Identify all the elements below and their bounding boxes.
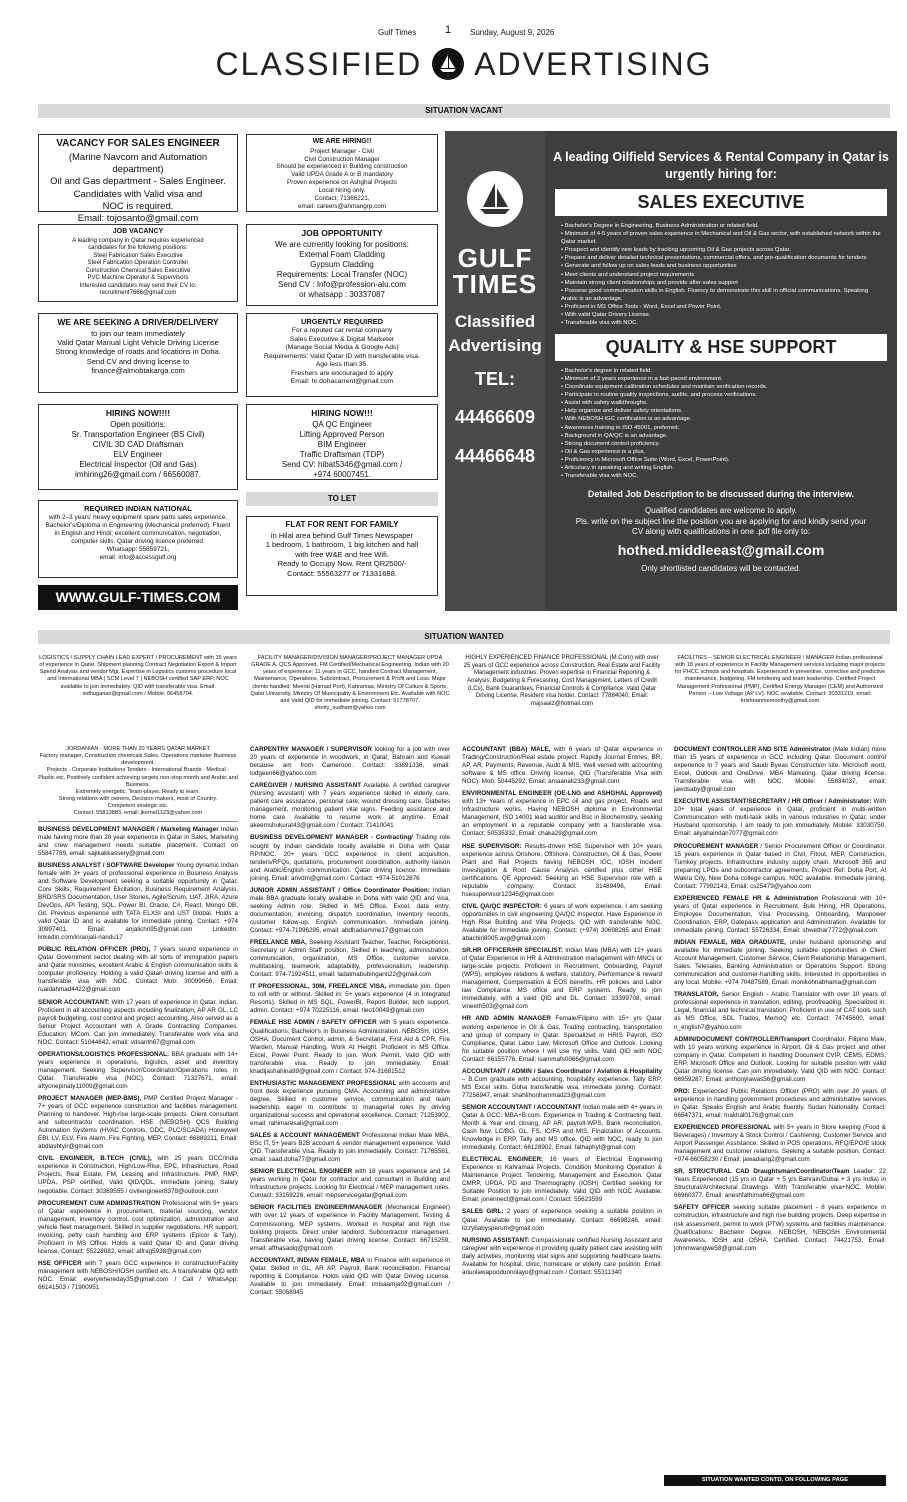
website-banner: WWW.GULF-TIMES.COM — [38, 585, 238, 610]
classified-listing — [38, 1155, 238, 1195]
listing-text: Professional with 9+ years of Qatar experience in procurement, material sourcing, vendor management, inventory control, cost optimization, administration and vehicle fleet management. Skilled in supplier negotiations, HR support, invoicing, petty cash handling and ERP systems (Epicor & Tally). Proficient in MS Office. Holds a valid Qatar ID and Qatar driving license. Contact: 55228082, email: alfrag5938@gmail.com — [38, 1199, 238, 1255]
ad-body: in Hilal area behind Gulf Times Newspaper 1 bedroom, 1 bathroom, 1 big kitchen and hall with free W&E and free Wifi. Ready to Occupy Now. Rent QR2500/- Contact: 55563277 or 71331688. — [265, 531, 419, 578]
classified-listing — [462, 746, 662, 786]
listing-text: Results-driven HSE Supervisor with 10+ years experience across Onshore, Offshore, Construction, Oil & Gas, Power Plant and Rail Projects having NEBOSH IGC, IOSH Incident Investigation & Root Cause Analysis certified plus other HSE certifications. QE Approved. Seeking an HSE Supervisor role with a reputable company. Contact: 31489496, Email: hsesupervisor12345@gmail.com — [462, 842, 662, 898]
listing-text: – B.Com graduate with accounting, hospitality experience. Tally ERP, MS Excel skills. Doha transferable visa, immediate joining. Contact: 77256947, email: shahiihonhammad23@gmail.com — [462, 1075, 662, 1099]
requirement-item: • Bachelor's degree in related field. — [561, 367, 881, 375]
requirement-item: • Background in QA/QC is an advantage. — [561, 432, 881, 440]
footer-interview: Detailed Job Description to be discussed during the interview. — [587, 488, 855, 499]
requirement-item: • Prospect and identify new leads by tracking upcoming Oil & Gas projects across Qatar. — [561, 246, 881, 254]
requirement-item: • Assist with safety walkthroughs. — [561, 399, 881, 407]
gt-tel-label: TEL: — [475, 369, 515, 390]
listing-text: BBA graduate with 14+ years experience in operations, logistics, asset and inventory management. Seeking Supervisor/Coordinator/Operations roles in Qatar. Transferable visa (NOC). Contact: 71327671, email: aftyonepinaty11009@gmail.com — [38, 1050, 238, 1090]
classified-listing — [250, 1204, 450, 1252]
listing-title: PROCUREMENT MANAGER — [674, 842, 759, 850]
listing-title: PUBLIC RELATION OFFICER (PRO), — [38, 946, 151, 954]
classified-listing — [462, 947, 662, 1011]
ad-heading: WE ARE SEEKING A DRIVER/DELIVERY — [57, 317, 219, 327]
listing-text: / Senior Procurement Officer or Coordinator. 15 years experience in Qatar based in Civil, Fitout, MEP, Construction, Turnkey projects. Infrastructure industry supply chain. Microsoft 365 and preparing LPOs and subcontractor agreements. Project Ref: Doha Port, Al Wakra City, New Doha college campus. NOC available. Immediate joining. Contact: 77992143, Email: cs25479@yahoo.com — [674, 842, 887, 890]
classified-listing — [674, 1168, 886, 1200]
listing-title: SENIOR ELECTRICAL ENGINEER — [250, 1168, 353, 1176]
classified-listing — [38, 862, 238, 942]
requirement-item: • Transferable visa with NOC. — [561, 472, 881, 480]
classified-listing — [462, 1208, 662, 1232]
classified-listing — [250, 1019, 450, 1075]
classified-listing — [462, 1068, 662, 1100]
ad-sales-engineer — [38, 134, 238, 225]
classified-listing — [674, 1088, 886, 1120]
classified-listing — [38, 946, 238, 994]
requirement-item: • Minimum of 4-5 years of proven sales experience in Mechanical and Oil & Gas sector, with established network within the Qatar market. — [561, 230, 881, 246]
wanted-jordanian: JORDANIAN - MORE THAN 20 YEARS QATAR MARKET Factory manager, Construction chemicals Sales. Operations marketer Business development. Projects - Corporate Institutions Tenders - International Brands - Medical - Plastic etc. Positively confident achieving targets non-stop month and Arabic and Business. Extremely energetic. Team-player. Ready to learn. Strong relations with owners, Decision makers, most of Country. Competent strategic etc. Contact: 55813883, email: jkernel1123@yahoo.com — [38, 746, 238, 822]
wanted-column-1 — [38, 746, 238, 1491]
listing-text: with 5 years experience. Qualifications: Bachelor's in Business Administration. NEBOSH, IOSH, OSHA. Document Control, admin. & Secretarial, First Aid & CPR, Fire Warden, Manual Handling, Work At Height. Proficient in MS Office. Excel, Power Point. Ready to join. Work Permit, Valid QID with transferable visa. Ready to join immediately. Email: khadijashahina99@gmail.com / Contact: 974-31681512 — [250, 1019, 450, 1075]
continued-note: SITUATION WANTED CONTD. ON FOLLOWING PAGE — [664, 1475, 886, 1486]
ad-driver-delivery — [38, 313, 238, 393]
classified-listing — [250, 834, 450, 882]
listing-title: SR.HR OFFICER/HR SPECIALIST: — [462, 947, 563, 955]
classified-listing — [674, 843, 886, 891]
ad-heading: JOB VACANCY — [112, 228, 164, 235]
requirement-item: • Transferable visa with NOC. — [561, 319, 881, 327]
listing-text: Indian male with 4+ years in Qatar & GCC. MBA+B.com. Experience in Trading & Contracting field, Month & Year end closing, AP AR, payroll-WPS, Bank reconciliation, Cash flow, LC/BG, GL, FS, IC/FA and MIS. Finalization of Accounts. Knowledge in ERP, Tally and MS office. QID with NOC, ready to join immediately. Contact: 66128902, Email: fathaphyl@gmail.com — [462, 1103, 663, 1152]
requirement-item: • Prepare and deliver detailed technical presentations, commercial offers, and pre-qualification documents for tenders — [561, 254, 881, 262]
ad-body: We are currently looking for positions: External Foam Cladding Gypsum Cladding Requirements: Local Transfer (NOC) Send CV : Info@profession-alu.com or whatsapp : 30337087 — [275, 239, 409, 299]
classified-listing — [38, 1051, 238, 1091]
listing-title: BUSINESS DEVELOPMENT MANAGER - Contracting/ — [250, 834, 413, 842]
classified-listing — [674, 1036, 886, 1084]
listing-title: SALES GIRL: — [462, 1208, 504, 1216]
listing-title: FREELANCE MBA, — [250, 939, 307, 947]
sailboat-icon — [467, 171, 523, 227]
requirement-item: • Generate and follow up on sales leads and business opportunities — [561, 262, 881, 270]
ad-hiring-now-1 — [38, 404, 238, 490]
listing-title: PRO: — [674, 1087, 690, 1095]
ad-body: to join our team immediately Valid Qatar Manual Light Vehicle Driving License Strong knowledge of roads and locations in Doha. Send CV and driving license to finance@almobtakarga.com — [55, 328, 221, 376]
listing-text: With 10+ total years of experience in Qatar, proficient in multi-written Communication with multi-task skills in various industries in Qatar, under Husband sponsorship. I am ready to join immediately. Mobile: 33030750, Email: aliyahaindan7077@gmail.com — [674, 798, 886, 838]
listing-title: SENIOR ACCOUNTANT: — [38, 998, 110, 1006]
requirement-item: • Coordinate equipment calibration schedules and maintain verification records. — [561, 383, 881, 391]
wanted-box-4: FACILITIES – SENIOR ELECTRICAL ENGINEER / MANAGER Indian professional with 18 years of experience in Facility Management services including major projects for PHCC schools and hospitals. Experienced in preventive, corrective and predictive maintenance, budgeting, FM tendering and team leadership. Certified Project Management Professional (PMP), Certified Energy Manager (CEM) and Authorized Person – Low Voltage (AP LV). NOC available. Contact: 30331219, email: krishnanmemoothy@gmail.com — [674, 655, 886, 704]
requirement-item: • With valid Qatar Drivers License. — [561, 311, 881, 319]
listing-title: CIVIL QA/QC INSPECTOR: — [462, 902, 542, 910]
ad-heading: WE ARE HIRING!! — [312, 138, 372, 145]
ad-indian-national — [38, 500, 238, 578]
footer-apply: Qualified candidates are welcome to apply. — [645, 506, 797, 516]
requirement-item: • With NEBOSH IGC certification is an advantage. — [561, 415, 881, 423]
requirement-item: • Proficiency in Microsoft Office Suite (Word, Excel, PowerPoint). — [561, 456, 881, 464]
classified-listing — [462, 1237, 662, 1277]
listing-text: Indian Male (MBA) with 12+ years of Qatar Experience in HR & Administration management with MNCs or large-scale projects. Proficient in Recruitment, Onboarding, Payroll (WPS), employee relations & welfare, statutory, Performance & reward management, Compensation & EOS benefits, HR policies and Labor law Compliance. MS office and ERP systems. Ready to join immediately, with a valid QID and DL. Contact: 33399708, email: vineeth503@gmail.com — [462, 947, 663, 1011]
ad-we-are-hiring — [246, 134, 438, 212]
wanted-box-3: HIGHLY EXPERIENCED FINANCE PROFESSIONAL (M.Com) with over 25 years of GCC experience across Construction, Real Estate and Facility Management industries. Proven expertise in Financial Reporting & Analysis, Budgeting & Forecasting, Cost Management, Letters of Credit (LCs), Bank Guarantees, Financial Controls & Compliance. Valid Qatar Driving License. Resident visa holder. Contact: 77884040, Email: majsaalz@hotmail.com — [463, 655, 661, 708]
listing-title: PROJECT MANAGER (MEP-BMS), — [38, 1095, 142, 1103]
classified-listing — [462, 1156, 662, 1204]
classified-listing — [462, 903, 662, 943]
listing-title: HSE OFFICER — [38, 1259, 82, 1267]
listing-text: 16 years of Electrical Engineering Experience in Kahramaa Projects. Condition Monitoring Operation & Maintenance Project. Tendering, Management and Execution. Qatar CMRP, UPDA, PD and Thermography (IOSH) Certified seeking for Suitable Position to join immediately. Valid QID with NOC Available. Email: jonennect@gmail.com / Contact: 55623599 — [462, 1156, 662, 1204]
listing-text: looking for a job with over 20 years of experience in woodwork, in Qatar, Bahrain and Kuwait because am from Cameroon. Contact: 33891336, email: lodgeen66@yahoo.com — [250, 746, 451, 778]
ad-heading: VACANCY FOR SALES ENGINEER — [56, 138, 220, 149]
requirement-item: • Proficient in MS Office Tools - Word, Excel and Power Point. — [561, 303, 881, 311]
requirement-item: • Maintain strong client relationships and provide after-sales support — [561, 279, 881, 287]
listing-title: INDIAN FEMALE, MBA GRADUATE, — [674, 939, 786, 947]
ad-body: For a reputed car rental company Sales Executive & Digital Marketer (Manage Social Media & Google Ads) Requirements: Valid Qatar ID with transferable visa. Age less than 35. Freshers are encouraged to apply Email: hr.dohacarrent@gmail.com — [264, 327, 420, 386]
classified-listing — [674, 991, 886, 1031]
requirement-item: • Strong document control proficiency. — [561, 440, 881, 448]
section-header-vacant: SITUATION VACANT — [38, 104, 890, 118]
requirement-item: • Participate in routine quality inspections, audits, and process verifications. — [561, 391, 881, 399]
requirement-item: • Articulacy in speaking and writing English. — [561, 464, 881, 472]
listing-title: SAFETY OFFICER — [674, 1204, 730, 1212]
ad-heading: REQUIRED INDIAN NATIONAL — [84, 504, 192, 513]
listing-title: ACCOUNTANT / ADMIN / Sales Coordinator / Aviation & Hospitality — [462, 1067, 662, 1075]
classified-listing — [674, 798, 886, 838]
listing-text: (Male Indian) more than 15 years of experience in GCC including Qatar. Document control experience in 7 years and Saudi Byeas Construction site. Microsoft word, Excel, Outlook and OneDrive. MBA Marketing. Qatar driving license. Transferable visa with NOC. Mobile: 55634037, email: jawdsaby@gmail.com — [674, 746, 886, 794]
gt-phone1: 44466609 — [454, 407, 536, 428]
listing-text: with 6 years of Qatar experience in Trading/Construction/Real estate project. Rapidly Journal Entries, BR, AP, AR, Payments, Revenue, Audit & MIS. Well versed with accounting software & MS office. Driving license, QID (Transferable Visa with NOC). Mob: 50445292, Email: amaanali233@gmail.com — [462, 746, 662, 786]
listing-title: ADMIN/DOCUMENT CONTROLLER/Transport — [674, 1035, 810, 1043]
listing-title: ELECTRICAL ENGINEER: — [462, 1156, 544, 1164]
listing-title: BUSINESS DEVELOPMENT MANAGER / Marketing Manager — [38, 825, 219, 833]
requirement-item: • Bachelor's Degree in Engineering, Business Administration or related field. — [561, 222, 881, 230]
listing-title: EXPERIENCED PROFESSIONAL — [674, 1124, 772, 1132]
classified-listing — [250, 1132, 450, 1164]
listing-text: Indian male having more than 20 year experience in Qatar in Sales, Marketing and crew management needs suitable placement. Contact on 55847789, email: sajikakkassery@gmail.com — [38, 825, 239, 857]
listing-title: ENVIRONMENTAL ENGINEER (OE-LNG and ASHGHAL Approved) — [462, 790, 662, 798]
classified-listing — [38, 1200, 238, 1256]
classified-listing — [250, 1080, 450, 1128]
classified-listing — [38, 999, 238, 1047]
ad-heading: HIRING NOW!!! — [311, 408, 373, 418]
listing-text: with 13+ Years of experience in EPC oil and gas project, Roads and Infrastructure works. Having NEBOSH diploma in Environmental Management, ISO 14001 lead auditor and Bsc in Biochemistry, seeking an employment in a reputable company with a transferable visa. Contact: 50535332, Email: chaka29@gmail.com — [462, 798, 662, 838]
requirement-item: • Oil & Gas experience is a plus. — [561, 448, 881, 456]
wanted-box-1: LOGISTICS / SUPPLY CHAIN LEAD EXPERT / PROCUREMENT with 15 years of experience in Qatar. Shipment planning Contract Negotiation Export & Import Spend Analysis and vendor Mgr. Expertise in Logistics customs procedure local and International MBA | SCM Level 7 | NEBOSH certified SAP ERP. NOC available to join immediately. QID with transferable visa. Email: sidhugarian@gmail.com / Mobile: 66458704. — [39, 655, 237, 697]
listing-title: NURSING ASSISTANT: — [462, 1236, 530, 1244]
masthead-right: ADVERTISING — [474, 45, 713, 82]
ad-body: A leading company in Qatar requires experienced candidates for the following positions: Steel Fabrication Sales Executive Steel Fabrication Operation Controller Construction Chemical Sales Executive PVC Machine Operator & Supervisors Interested candidates may send their CV to: recruitment7666@gmail.com — [72, 237, 204, 297]
classified-listing — [38, 826, 238, 858]
classified-listing — [250, 782, 450, 830]
listing-text: Indian male BBA graduate locally available in Doha with valid QID and visa, seeking Admin role. Skilled in MS Office, Excel, data entry, documentation, invoicing, dispatch coordination, inventory records, customer follow-up. English communication. Immediate joining. Contact: +974-71996295, email: abdhadiamme17@gmail.com — [250, 886, 451, 934]
classified-listing — [250, 939, 450, 979]
listing-title: HSE SUPERVISOR: — [462, 842, 522, 850]
classified-listing — [674, 939, 886, 987]
listing-text: seeking suitable placement - 8 years experience in construction, infrastructure and high rise building projects. Deep expertise in risk assessment, permit to work (PTW) systems and facilities maintenance. Qualifications: Bachelor Degree, NEBOSH, NEBOSH Environmental Awareness, IOSH and OSHA. Certified. Contact: 74421753, Email: johnmwangwe58@gmail.com — [674, 1204, 886, 1252]
ad-body: Project Manager - Civil Civil Construction Manager Should be experienced in Building construction Valid UPDA Grade A or B mandatory Proven experience on Ashghal Projects Local hiring only. Contact: 71366221, email: careers@ahmangrp.com — [276, 147, 408, 210]
listing-text: (Mechanical Engineer) with over 12 years of experience in Facility Management, Testing & Commissioning, MEP systems. Worked in hospital and high rise building projects. Direct under landlord. Subcontractor management. Transferable visa, having Qatari driving license. Contact: 66715259, email: afthasadiq@gmail.com — [250, 1204, 450, 1252]
listing-text: under husband sponsorship and available for immediate joining. Seeking suitable opportunities in Client Account Management, Customer Service, Client Relationship Management, Sales. Telesales, Banking Administration or Operations Support. Strong communication and customer-handling skills. Interested in opportunities in any local. Mobile: +974 70487589, Email: monikohnabhama@gmail.com — [674, 939, 886, 987]
gt-line1: GULF — [457, 243, 533, 273]
ad-job-vacancy — [38, 224, 238, 302]
listing-title: CARPENTRY MANAGER / SUPERVISOR — [250, 746, 372, 753]
listing-text: Young dynamic Indian female with 3+ years of professional experience in Business Analysis and Software Development seeking a suitable opportunity in Qatar. Core Skills: Requirement Elicitation, Business Requirement Analysis, BRD/SRS Documentation, User Stories, Agile/Scrum, UAT, JIRA, Azure DevOps, API Testing, SQL, Power BI, Oracle, C#, React, Mongo DB, Git. Previous experience with TATA ELXSI and UST Global. Holds a valid Qatar ID and is available for immediate joining. Contact: +974 30997401, Email: anjalichri95@gmail.com LinkedIn: linkedin.com/in/anjali-nandu17 — [38, 861, 239, 942]
requirement-item: • Meet clients and understand project requirements — [561, 271, 881, 279]
wanted-column-2 — [250, 746, 450, 1491]
listing-text: with 7 years GCC experience in construction/Facility management with NEBOSH/IOSH certified etc. A transferable QID with NOC. Email: everywhereday35@gmail.com / Call / WhatsApp: 66141503 / 71900951 — [38, 1259, 238, 1292]
classified-listing — [462, 1015, 662, 1063]
wanted-box-2: FACILITY MANAGER/DIVISION MANAGER/PROJECT MANAGER UPDA GRADE A, QCS Approved, FM Certified/Mechanical Engineering. Indian with 20 years of experience; 11 years in GCC, handled Contract Management, Maintenance, Operations, Subcontract, Procurement & Profit and Loss. Major clients handled: Meeral (Hamad Port), Kahramaa, Ministry Of Culture & Sports, Qatar University, Ministry Of Municipality & Environment Etc. Available with NOC and Valid QID for immediate joining. Contact: 51778707, shetty_sudham@yahoo.com — [250, 655, 450, 712]
role1-title: SALES EXECUTIVE — [555, 189, 887, 216]
listing-title: EXPERIENCED FEMALE HR & Administration — [674, 894, 819, 902]
listing-text: Coordinator. Filipino Male, with 10 years working experience in Airport, Oil & Gas project and other company in Qatar. Competent in handling Document CVIP, CEMS, EDMS, ERP, Microsoft Office and Outlook. Looking for suitable position with valid Qatar driving license. Can join immediately. Valid QID with NOC. Contact: 66959287, Email: anthonylawas56@gmail.com — [674, 1035, 886, 1083]
role1-requirements — [545, 222, 897, 328]
listing-text: Experienced Public Relations Officer (PRO) with over 20 years of experience in handling government procedures and administrative services in Qatar. Speaks English and Arabic fluently. Sudan Nationality. Contact: 66547371, email: Inakhal0176@gmail.com — [674, 1087, 886, 1119]
job-intro: A leading Oilfield Services & Rental Company in Qatar is urgently hiring for: — [553, 150, 889, 181]
listing-title: SR. STRUCTURAL CAD Draughtsman/Coordinator/Team — [674, 1168, 850, 1176]
gt-phone2: 44466648 — [454, 445, 536, 466]
listing-title: IT PROFESSIONAL, 30M, FREELANCE VISA, — [250, 983, 387, 991]
ad-heading: JOB OPPORTUNITY — [301, 228, 383, 238]
listing-title: EXECUTIVE ASSISTANT/SECRETARY / HR Officer / Administrator: — [674, 798, 872, 806]
requirement-item: • Possess good communication skills in English. Fluency to demonstrate this skill in official communications. Speaking Arabic is an advantage. — [561, 287, 881, 303]
ad-heading: FLAT FOR RENT FOR FAMILY — [285, 520, 399, 529]
classified-listing — [462, 843, 662, 899]
listing-title: HR AND ADMIN MANAGER — [462, 1015, 551, 1023]
classified-listing — [250, 1168, 450, 1200]
gt-line4: Advertising — [448, 336, 542, 356]
listing-text: in Finance with experience in Qatar. Skilled in GL, AR AP, Payroll, Bank reconciliation, Financial reporting & Compliance. Holds valid QID with Qatar Driving License. Available to join immediately. Email: imisaamja02@gmail.com / Contact: 55058945 — [250, 1256, 450, 1296]
listing-title: CIVIL ENGINEER, B.TECH (CIVIL), — [38, 1155, 152, 1163]
classified-listing — [250, 746, 450, 778]
ad-body: Open positions: Sr. Transportation Engineer (BS Civil) CIVIL 3D CAD Draftsman ELV Engineer Electrical Inspector (Oil and Gas) imhiring26@gmail.com / 66560087. — [71, 419, 205, 479]
listing-title: OPERATIONS/LOGISTICS PROFESSIONAL: — [38, 1050, 170, 1058]
requirement-item: • Help organize and deliver safety orientations. — [561, 407, 881, 415]
listing-text: 2 years of experience seeking a suitable position in Qatar. Available to join immediately. Contact: 66698246, email: lizzybabysperum@gmail.com — [462, 1208, 663, 1232]
gulf-times-panel — [445, 131, 545, 611]
job-email-link[interactable]: hothed.middleeast@gmail.com — [617, 542, 825, 559]
sailboat-logo-icon — [432, 48, 464, 80]
listing-text: with 18 years experience and 14 years working in Qatar for contractor and consultant in Building and Infrastructure projects. Looking for Electrical / MEP management roles. Contact: 33159226, email: mepservicegatar@gmail.com — [250, 1168, 451, 1200]
listing-text: Trading role sought by Indian candidate locally available in Doha with Qatar RP/NOC. 20+ years GCC experience in client acquisition, tenders/RFQs, quotations, procurement coordination, authority liaison and Arabic/English communication. Qatar driving licence. Immediate joining. Email: anvdm@gmail.com / Contact: +974-51012876 — [250, 834, 450, 882]
listing-title: SENIOR ACCOUNTANT / ACCOUNTANT — [462, 1103, 582, 1111]
gt-line2: TIMES — [452, 269, 538, 299]
classified-listing — [674, 746, 886, 794]
wanted-column-3 — [462, 746, 662, 1491]
ad-body: (Marine Navcom and Automation department) Oil and Gas department - Sales Engineer. Candidates with Valid visa and NOC is required. Email: tojosanto@gmail.com — [50, 151, 226, 225]
listing-text: Leader: 22 Years Experienced (15 yrs in Qatar + 5 yrs Bahrain/Dubai + 3 yrs India) in Structural/Architectural Drawings. With Transferable visa+NOC. Mobile: 66960377, Email: aneshfathima66@gmail.com — [674, 1168, 886, 1200]
listing-text: Professional with 10+ years of Qatar experience in Recruitment, Bulk Hiring, HR Operations, Employee Documentation, Visa Processing, Onboarding, Manpower Coordination, ERP, Gatepass application and Administration. Available for immediate joining. Contact: 55726334, Email: shwethar7772@gmail.com — [674, 894, 887, 934]
classified-listing — [38, 1095, 238, 1151]
ad-flat-for-rent — [246, 516, 438, 596]
requirement-item: • Awareness training in ISO 45001, preferred. — [561, 424, 881, 432]
listing-title: ACCOUNTANT (BBA) MALE, — [462, 746, 551, 753]
listing-title: BUSINESS ANALYST / SOFTWARE Developer — [38, 861, 175, 869]
role2-requirements — [545, 367, 897, 481]
classified-listing — [674, 1124, 886, 1164]
listing-text: Available. A certified caregiver (Nursing assistant) with 7 years experience skilled in elderly care, patient care assistance, personal care, wound dressing care, Diabetes management, monitoring patient vital signs. Feeding assistance and home care. Available to resume work at anytime. Email: akeemshukurat43@gmail.com / Contact: 71410041 — [250, 782, 450, 830]
listing-text: With 17 years of experience in Qatar. Indian. Proficient in all accounting aspects including finalization, AP AR GL, LC payroll budgeting, cost control and project accounting. Also served as a Senior Project Accountant with A Grade Contracting Companies. Education: MCom. Can join immediately. Transferable work visa and NOC. Contact: 51044642, email: vdsanth67@gmail.com — [38, 998, 239, 1046]
listing-title: PROCUREMENT CUM ADMINISTRATION — [38, 1199, 161, 1207]
requirement-item: • Minimum of 3 years experience in a fast-paced environment. — [561, 375, 881, 383]
listing-title: CAREGIVER / NURSING ASSISTANT — [250, 782, 362, 790]
classified-listing — [250, 887, 450, 935]
classified-listing — [250, 983, 450, 1015]
listing-text: with accounts and front desk experience pursuing CMA. Accounting and administrative degree. Skilled in customer service, communication and team leadership, eager to contribute to managerial roles by driving organizational success and operational excellence. Contact: 71253902, email: rahimaresali@gmail.com — [250, 1079, 450, 1128]
classified-listing — [462, 1104, 662, 1152]
wanted-column-4 — [674, 746, 886, 1471]
ad-body: QA QC Engineer Lifting Approved Person BIM Engineer Traffic Draftsman (TDP) Send CV: hibat5346@gmail.com / +974 60007451. — [281, 419, 403, 479]
listing-title: SENIOR FACILITIES ENGINEER/MANAGER — [250, 1204, 382, 1212]
issue-date: Sunday, August 9, 2026 — [470, 28, 555, 37]
to-let-header: TO LET — [246, 492, 438, 506]
listing-text: with 25 years GCC/India experience in Construction, High/Low-Rise, EPC, Infrastructure, Road Projects, Real Estate, FM, Leasing and Infrastructure. PMP, RMP, UPDA, PSP certified, Valid QID/QDL, immediate joining, Salary negotiable. Contact: 30369555 / civilengineer8378@outlook.com — [38, 1155, 238, 1195]
ad-job-opportunity — [246, 224, 438, 306]
ad-heading: HIRING NOW!!!! — [105, 408, 171, 418]
ad-heading: URGENTLY REQUIRED — [300, 317, 384, 326]
listing-text: immediate join. Open to roll with or without. Skilled in: 5+ years experience (4 in Integrated Resorts). Skilled in MS SQL, PowerBI, Report Builder, tech support, admin. Contact: +974 70225116, email: rleo10049@gmail.com — [250, 983, 450, 1015]
listing-text: Seeking Assistant Teacher, Teacher, Receptionist, Secretary or Admin Staff position, Skilled in teaching, administration, communication, organization, MS Office, customer service, multitasking, teamwork, adaptability, professionalism, leadership. Contact: 974-71924511, email: ladatmabubinganti22@gmail.com — [250, 939, 450, 979]
listing-text: 7 years sound experience in Qatar Government sector dealing with all sorts of immigration papers and Qatar ministries, excellent Arabic & English communication skills & computer proficiency. Holding a valid Qatari driving license and with a transferable visa with NOC. Contact Mob: 30099066, Email: ruaidahmad4422@gmail.com — [38, 946, 239, 994]
listing-title: FEMALE HSE ADMIN / SAFETY OFFICER — [250, 1019, 377, 1027]
ad-body: with 2–3 years' heavy equipment spare parts sales experience. Bachelor's/Diploma in Engineering (Mechanical preferred). Fluent in English and Hindi; excellent communication, negotiation, computer skills. Qatar driving licence preferred. Whatsapp: 55659721, email: info@accessgulf.org — [45, 514, 231, 562]
listing-text: Compassionate certified Nursing Assistant and caregiver with experience in providing quality patient care assisting with daily activities, monitoring vital signs and supporting healthcare teams. Available for hospital, clinic, homecare or elderly care position. Email: anuolawapoodunnolayo@gmail.com / Contact: 55311340 — [462, 1236, 663, 1276]
listing-text: with 5+ years in Store keeping (Food & Beverages) / Inventory & Stock Control / Cashiering, Customer Service and Airport Passenger Assistance. Skilled in POS operations, RFQ/EPO/E stock management and customer relations. Seeking a suitable position. Contact: +974-66058230 / Email: jawadiang2@gmail.com — [674, 1124, 886, 1164]
listing-text: Female/Filipino with 15+ yrs Qatar working experience in Oil & Gas, Trading contracting, transportation and group of company in Qatar. Specialized in HRIS Payroll, ISO Compliance, Qatar Labor Law, Microsoft Office and Outlook. Looking for suitable position where I will use my skills. Valid QID with NOC Contact: 66155776, Email: isammafs0066@gmail.com — [462, 1015, 662, 1063]
listing-title: ENTHUSIASTIC MANAGEMENT PROFESSIONAL — [250, 1079, 397, 1087]
oilfield-job-ad — [545, 131, 897, 611]
footer-instructions: Pls. write on the subject line the position you are applying for and kindly send your CV along with qualifications in one .pdf file only to: — [575, 516, 867, 537]
classified-listing — [38, 1260, 238, 1292]
gt-line3: Classified — [454, 312, 536, 331]
listing-text: 6 years of work experience. I am seeking opportunities in civil engineering QA/QC Inspector. Have Experience in High Rise Building and Villa Projects. QID with transferable NOC. Available for immediate joining. Contact: (+974) 30698285 and Email: abachiri8005.avg@gmail.com — [462, 902, 662, 943]
classified-listing — [674, 1204, 886, 1252]
classified-listing — [674, 895, 886, 935]
classified-listing — [250, 1257, 450, 1297]
masthead-left: CLASSIFIED — [215, 45, 423, 82]
listing-title: JUNIOR ADMIN ASSISTANT / Office Coordinator Position: — [250, 886, 430, 894]
listing-title: SALES & ACCOUNT MANAGEMENT — [250, 1132, 360, 1140]
page-number: 1 — [445, 24, 452, 36]
ad-hiring-now-2 — [246, 404, 438, 480]
publication-name: Gulf Times — [378, 28, 417, 37]
listing-title: TRANSLATOR, — [674, 991, 719, 999]
classified-listing — [462, 790, 662, 838]
listing-text: Professional Indian Male MBA, BSc IT, 5+ years B2B account & vendor management experience. Valid QID. Transferable Visa. Ready to join immediately. Contact: 71765581, email: saad.doha77@gmail.com — [250, 1132, 450, 1164]
listing-title: DOCUMENT CONTROLLER AND SITE Administrator — [674, 746, 831, 753]
section-header-wanted: SITUATION WANTED — [38, 630, 890, 644]
ad-urgently-required — [246, 313, 438, 397]
footer-shortlist: Only shortlisted candidates will be contacted. — [641, 563, 801, 573]
listing-text: PMP Certified Project Manager - 7+ years of GCC experience construction and facilities management. Planning to handover. High-rise large-scale projects. Client consultant and subcontractor coordination. HSE (NEBOSH) QCS Building Automation Systems (HVAC Controls, DDC, PLC/SCADA) Honeywell EBI, LV, ELV, Fire Alarm, Fire Fighting, MEP. Contact: 66889211, Email: abdlashtyir@gmail.com — [38, 1095, 239, 1151]
job-footer — [545, 489, 897, 574]
role2-title: QUALITY & HSE SUPPORT — [555, 334, 887, 361]
masthead — [38, 42, 890, 86]
listing-title: ACCOUNTANT, INDIAN FEMALE, MBA — [250, 1256, 366, 1264]
listing-text: Senior English - Arabic Translator with over 10 years of professional experience in translation, editing, proofreading. Specialized in: Legal, financial and technical translation. Proficient in use of CAT tools such as MS Office, SDL Trados, MemoQ etc. Contact: 74745600, email: n_english7@yahoo.com — [674, 991, 887, 1031]
